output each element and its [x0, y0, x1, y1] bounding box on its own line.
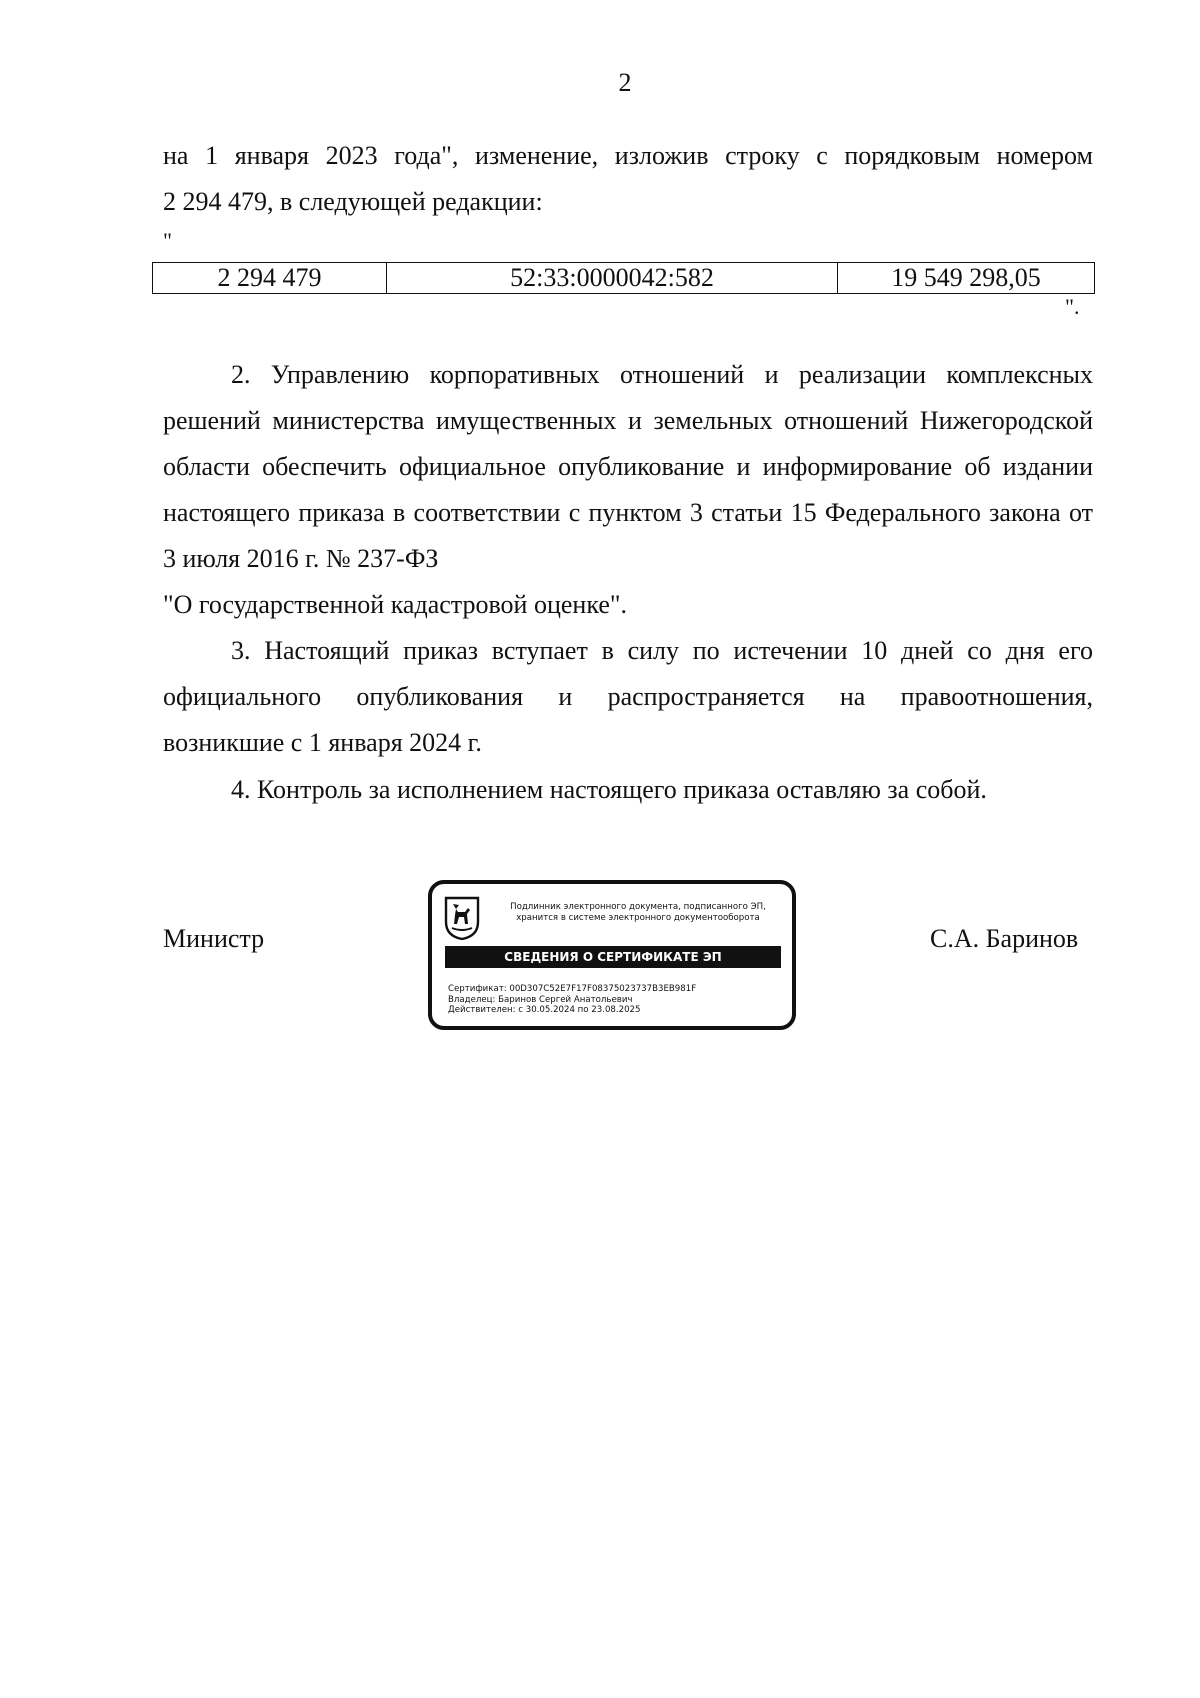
page-number: 2 — [618, 68, 632, 97]
stamp-validity: Действителен: с 30.05.2024 по 23.08.2025 — [448, 1005, 641, 1015]
stamp-header-bar: СВЕДЕНИЯ О СЕРТИФИКАТЕ ЭП — [445, 946, 781, 968]
cadastral-value-cell: 19 549 298,05 — [838, 263, 1095, 294]
stamp-note: Подлинник электронного документа, подписанного ЭП, хранится в системе электронного документооборота — [510, 902, 766, 923]
stamp-certificate: Сертификат: 00D307C52E7F17F08375023737B3EB981F — [448, 984, 697, 994]
stamp-details — [448, 984, 778, 1016]
close-quote: ". — [1065, 294, 1080, 319]
intro-line-2: 2 294 479, в следующей редакции: — [163, 187, 543, 216]
paragraph-3-last-line: возникшие с 1 января 2024 г. — [163, 728, 482, 757]
coat-of-arms-icon — [444, 896, 480, 940]
open-quote: " — [163, 228, 172, 253]
stamp-owner: Владелец: Баринов Сергей Анатольевич — [448, 994, 633, 1005]
cadastral-number-cell: 52:33:0000042:582 — [387, 263, 838, 294]
table-row — [153, 263, 1095, 294]
amendment-table — [152, 262, 1095, 294]
intro-line-1: на 1 января 2023 года", изменение, изложив строку с порядковым номером — [163, 141, 1093, 170]
signature-name: С.А. Баринов — [930, 924, 1079, 953]
paragraph-2-last-line: "О государственной кадастровой оценке". — [163, 590, 627, 619]
row-number-cell: 2 294 479 — [153, 263, 387, 294]
signature-role: Министр — [163, 924, 265, 953]
paragraph-4: 4. Контроль за исполнением настоящего приказа оставляю за собой. — [231, 775, 987, 804]
paragraph-2: 2. Управлению корпоративных отношений и реализации комплексных решений министерства имущественных и земельных отношений Нижегородской области обеспечить официальное опубликование и информирование об издании настоящего приказа в соответствии с пунктом 3 статьи 15 Федерального закона от 3 июля 2016 г. № 237-ФЗ — [163, 360, 1093, 573]
paragraph-3: 3. Настоящий приказ вступает в силу по истечении 10 дней со дня его официального опубликования и распространяется на правоотношения, — [163, 636, 1093, 711]
electronic-signature-stamp — [428, 880, 796, 1030]
